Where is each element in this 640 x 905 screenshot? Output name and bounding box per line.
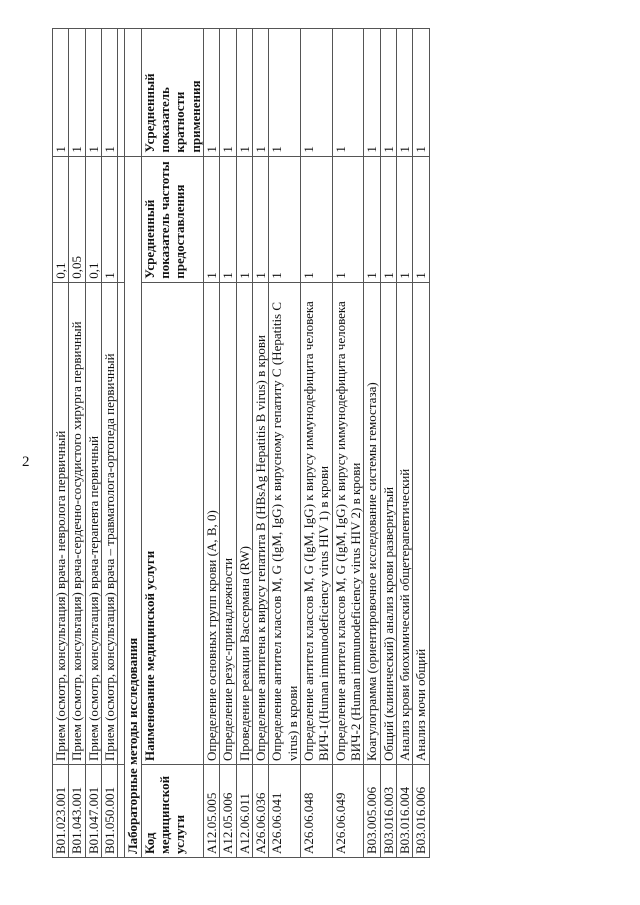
service-name: Прием (осмотр, консультация) врача-сердечно-сосудистого хирурга первичный [69, 282, 85, 764]
multiplicity-value: 1 [380, 29, 396, 157]
frequency-value: 0,1 [53, 156, 69, 282]
service-name: Общий (клинический) анализ крови развернутый [380, 282, 396, 764]
service-code: A12.06.011 [236, 765, 252, 858]
table-row [300, 29, 332, 858]
service-code: A26.06.048 [300, 765, 332, 858]
table-row [396, 29, 412, 858]
service-code: B03.016.003 [380, 765, 396, 858]
table-row [53, 29, 69, 858]
header-frequency: Усредненный показатель частоты предоставления [141, 156, 203, 282]
multiplicity-value: 1 [269, 29, 301, 157]
table-row [85, 29, 101, 858]
multiplicity-value: 1 [364, 29, 380, 157]
multiplicity-value: 1 [396, 29, 412, 157]
lab-rows [203, 29, 429, 858]
table-row [69, 29, 85, 858]
frequency-value: 1 [236, 156, 252, 282]
service-name: Проведение реакции Вассермана (RW) [236, 282, 252, 764]
section-title: Лабораторные методы исследования [125, 282, 141, 857]
multiplicity-value: 1 [300, 29, 332, 157]
service-name: Определение резус-принадлежности [220, 282, 236, 764]
consultations-rows [53, 29, 125, 858]
service-code: A26.06.049 [332, 765, 364, 858]
table-row [236, 29, 252, 858]
multiplicity-value: 1 [85, 29, 101, 157]
frequency-value: 1 [269, 156, 301, 282]
service-code: A26.06.041 [269, 765, 301, 858]
multiplicity-value: 1 [236, 29, 252, 157]
service-code: B03.016.006 [413, 765, 429, 858]
table-row [101, 29, 117, 858]
service-name: Прием (осмотр, консультация) врача- невролога первичный [53, 282, 69, 764]
frequency-value: 1 [220, 156, 236, 282]
table-header-row [141, 29, 203, 858]
service-code: B03.016.004 [396, 765, 412, 858]
service-code: B03.005.006 [364, 765, 380, 858]
service-name: Определение антител классов M, G (IgM, IgG) к вирусному гепатиту C (Hepatitis C virus) в крови [269, 282, 301, 764]
service-code: B01.043.001 [69, 765, 85, 858]
service-name: Прием (осмотр, консультация) врача-терапевта первичный [85, 282, 101, 764]
frequency-value: 1 [101, 156, 117, 282]
section-title-row [125, 29, 141, 858]
frequency-value: 1 [203, 156, 219, 282]
lab-section [125, 29, 204, 858]
service-name: Определение основных групп крови (A, B, 0) [203, 282, 219, 764]
frequency-value: 1 [300, 156, 332, 282]
multiplicity-value: 1 [101, 29, 117, 157]
multiplicity-value: 1 [69, 29, 85, 157]
multiplicity-value: 1 [203, 29, 219, 157]
header-multiplicity: Усредненный показатель кратности применения [141, 29, 203, 157]
service-code: A26.06.036 [252, 765, 268, 858]
service-name: Прием (осмотр, консультация) врача – травматолога-ортопеда первичный [101, 282, 117, 764]
multiplicity-value: 1 [220, 29, 236, 157]
multiplicity-value: 1 [332, 29, 364, 157]
service-name: Определение антител классов M, G (IgM, IgG) к вирусу иммунодефицита человека ВИЧ-2 (Human immunodeficiency virus HIV 2) в крови [332, 282, 364, 764]
multiplicity-value: 1 [53, 29, 69, 157]
service-name: Коагулограмма (ориентировочное исследование системы гемостаза) [364, 282, 380, 764]
rotated-page-content [52, 28, 617, 858]
table-row [364, 29, 380, 858]
frequency-value: 1 [396, 156, 412, 282]
frequency-value: 1 [252, 156, 268, 282]
header-name: Наименование медицинской услуги [141, 282, 203, 764]
frequency-value: 0,05 [69, 156, 85, 282]
service-code: B01.023.001 [53, 765, 69, 858]
table-row [413, 29, 429, 858]
frequency-value: 0,1 [85, 156, 101, 282]
header-code: Код медицинской услуги [141, 765, 203, 858]
page-number: 2 [22, 454, 30, 470]
frequency-value: 1 [380, 156, 396, 282]
service-name: Определение антител классов M, G (IgM, IgG) к вирусу иммунодефицита человека ВИЧ-1(Human immunodeficiency virus HIV 1) в крови [300, 282, 332, 764]
service-code: B01.047.001 [85, 765, 101, 858]
service-name: Анализ крови биохимический общетерапевтический [396, 282, 412, 764]
service-code: A12.05.006 [220, 765, 236, 858]
frequency-value: 1 [364, 156, 380, 282]
service-code: B01.050.001 [101, 765, 117, 858]
table-row [203, 29, 219, 858]
table-row [332, 29, 364, 858]
table-row [380, 29, 396, 858]
multiplicity-value: 1 [252, 29, 268, 157]
service-name: Анализ мочи общий [413, 282, 429, 764]
frequency-value: 1 [413, 156, 429, 282]
table-row [252, 29, 268, 858]
service-code: A12.05.005 [203, 765, 219, 858]
frequency-value: 1 [332, 156, 364, 282]
table-spacer [118, 29, 125, 858]
table-row [220, 29, 236, 858]
table-row [269, 29, 301, 858]
service-name: Определение антигена к вирусу гепатита B (HBsAg Hepatitis B virus) в крови [252, 282, 268, 764]
services-table [52, 28, 430, 858]
multiplicity-value: 1 [413, 29, 429, 157]
